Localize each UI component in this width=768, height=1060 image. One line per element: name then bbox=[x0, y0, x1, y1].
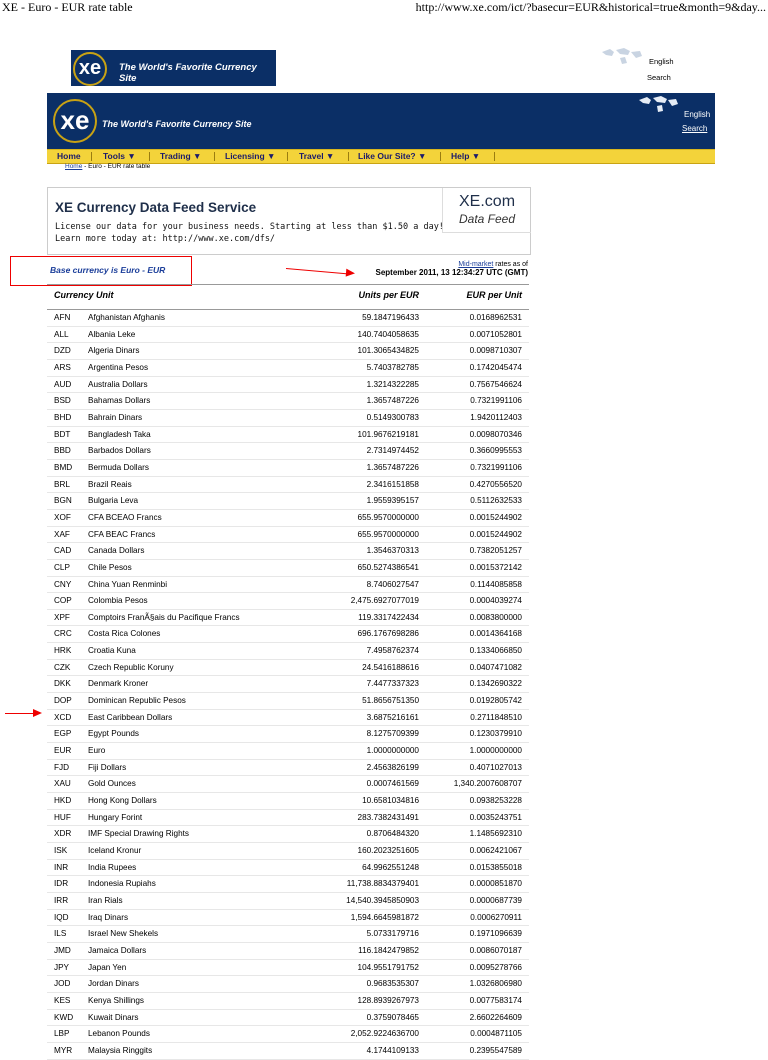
currency-name: Kenya Shillings bbox=[88, 995, 144, 1005]
table-row bbox=[47, 493, 529, 510]
table-row bbox=[47, 460, 529, 477]
eur-per-unit: 0.0015244902 bbox=[469, 512, 522, 522]
units-per-eur: 5.0733179716 bbox=[366, 929, 419, 939]
currency-code: IDR bbox=[54, 879, 69, 889]
currency-code: XDR bbox=[54, 829, 72, 839]
units-per-eur: 650.5274386541 bbox=[357, 562, 419, 572]
units-per-eur: 51.8656751350 bbox=[362, 696, 419, 706]
eur-per-unit: 0.0407471082 bbox=[469, 662, 522, 672]
data-feed-logo bbox=[442, 188, 531, 233]
eur-per-unit: 0.2711848510 bbox=[470, 712, 522, 722]
promo-title: XE Currency Data Feed Service bbox=[55, 200, 257, 215]
world-map-icon bbox=[637, 95, 679, 113]
eur-per-unit: 0.0071052801 bbox=[469, 329, 522, 339]
base-currency-label: Base currency is Euro - EUR bbox=[50, 265, 166, 275]
currency-name: CFA BCEAO Francs bbox=[88, 512, 162, 522]
currency-name: Lebanon Pounds bbox=[88, 1029, 150, 1039]
table-row bbox=[47, 410, 529, 427]
currency-code: AFN bbox=[54, 313, 71, 322]
currency-code: DKK bbox=[54, 679, 71, 689]
eur-per-unit: 0.1334066850 bbox=[469, 646, 522, 656]
table-row bbox=[47, 910, 529, 927]
currency-code: KES bbox=[54, 995, 71, 1005]
header-units-per-eur: Units per EUR bbox=[358, 290, 419, 300]
eur-per-unit: 1.0000000000 bbox=[469, 746, 522, 756]
currency-code: XOF bbox=[54, 512, 71, 522]
xe-logo-tagline: The World's Favorite Currency Site bbox=[119, 62, 257, 84]
header-currency-unit: Currency Unit bbox=[54, 290, 114, 300]
currency-code: ARS bbox=[54, 362, 71, 372]
eur-per-unit: 0.7321991106 bbox=[470, 396, 522, 406]
currency-name: Hungary Forint bbox=[88, 812, 143, 822]
table-row bbox=[47, 626, 529, 643]
currency-name: Jordan Dinars bbox=[88, 979, 139, 989]
nav-tools[interactable]: Tools ▼ bbox=[103, 151, 136, 161]
currency-name: Bahamas Dollars bbox=[88, 396, 151, 406]
units-per-eur: 128.8939267973 bbox=[357, 995, 419, 1005]
currency-code: XPF bbox=[54, 612, 70, 622]
table-row bbox=[47, 310, 529, 327]
rates-timestamp bbox=[375, 261, 528, 277]
eur-per-unit: 0.4071027013 bbox=[469, 762, 522, 772]
currency-name: Malaysia Ringgits bbox=[88, 1045, 153, 1055]
units-per-eur: 5.7403782785 bbox=[366, 362, 419, 372]
table-row bbox=[47, 810, 529, 827]
world-map-icon bbox=[600, 46, 644, 66]
units-per-eur: 0.3759078465 bbox=[366, 1012, 419, 1022]
print-url: http://www.xe.com/ict/?basecur=EUR&historical=true&month=9&day... bbox=[415, 0, 766, 14]
units-per-eur: 7.4958762374 bbox=[366, 646, 419, 656]
nav-trading[interactable]: Trading ▼ bbox=[160, 151, 202, 161]
table-row bbox=[47, 960, 529, 977]
nav-like-our-site[interactable]: Like Our Site? ▼ bbox=[358, 151, 427, 161]
print-title: XE - Euro - EUR rate table bbox=[2, 0, 133, 14]
currency-name: Argentina Pesos bbox=[88, 362, 149, 372]
eur-per-unit: 0.7382051257 bbox=[469, 546, 522, 556]
currency-name: Comptoirs FranÃ§ais du Pacifique Francs bbox=[88, 612, 240, 622]
currency-code: ILS bbox=[54, 929, 67, 939]
units-per-eur: 696.1767698286 bbox=[357, 629, 419, 639]
data-feed-promo[interactable] bbox=[47, 187, 531, 255]
currency-name: Barbados Dollars bbox=[88, 446, 151, 456]
currency-code: IQD bbox=[54, 912, 69, 922]
currency-name: Bahrain Dinars bbox=[88, 412, 143, 422]
header-eur-per-unit: EUR per Unit bbox=[466, 290, 522, 300]
currency-name: Czech Republic Koruny bbox=[88, 662, 174, 672]
currency-code: EUR bbox=[54, 746, 72, 756]
units-per-eur: 8.7406027547 bbox=[366, 579, 419, 589]
currency-name: Gold Ounces bbox=[88, 779, 136, 789]
units-per-eur: 1.3657487226 bbox=[366, 462, 419, 472]
currency-code: HUF bbox=[54, 812, 71, 822]
banner-language-link[interactable]: English bbox=[684, 110, 711, 119]
units-per-eur: 140.7404058635 bbox=[357, 329, 419, 339]
currency-code: CAD bbox=[54, 546, 72, 556]
currency-code: MYR bbox=[54, 1045, 73, 1055]
currency-name: Bangladesh Taka bbox=[88, 429, 151, 439]
units-per-eur: 0.0007461569 bbox=[366, 779, 419, 789]
units-per-eur: 655.9570000000 bbox=[357, 529, 419, 539]
table-row bbox=[47, 710, 529, 727]
banner-tagline: The World's Favorite Currency Site bbox=[102, 119, 252, 129]
promo-text-line-1: License our data for your business needs. Starting at less than $1.50 a day! bbox=[55, 222, 444, 232]
currency-name: Brazil Reais bbox=[88, 479, 132, 489]
units-per-eur: 1.3657487226 bbox=[366, 396, 419, 406]
eur-per-unit: 0.1342690322 bbox=[469, 679, 522, 689]
currency-name: Bulgaria Leva bbox=[88, 496, 139, 506]
table-row bbox=[47, 893, 529, 910]
eur-per-unit: 1.0326806980 bbox=[469, 979, 522, 989]
currency-name: Kuwait Dinars bbox=[88, 1012, 139, 1022]
currency-name: Croatia Kuna bbox=[88, 646, 136, 656]
nav-divider bbox=[214, 152, 215, 161]
nav-divider bbox=[494, 152, 495, 161]
currency-code: CLP bbox=[54, 562, 70, 572]
site-banner bbox=[47, 93, 715, 149]
units-per-eur: 1,594.6645981872 bbox=[350, 912, 419, 922]
eur-per-unit: 0.0014364168 bbox=[469, 629, 522, 639]
language-link[interactable]: English bbox=[649, 57, 674, 66]
eur-per-unit: 1.1485692310 bbox=[469, 829, 522, 839]
nav-divider bbox=[440, 152, 441, 161]
currency-name: Dominican Republic Pesos bbox=[88, 696, 186, 706]
table-row bbox=[47, 976, 529, 993]
currency-code: CZK bbox=[54, 662, 71, 672]
eur-per-unit: 0.2395547589 bbox=[469, 1045, 522, 1055]
eur-per-unit: 0.0000687739 bbox=[469, 895, 522, 905]
search-link[interactable]: Search bbox=[647, 73, 671, 82]
table-row bbox=[47, 477, 529, 494]
nav-licensing[interactable]: Licensing ▼ bbox=[225, 151, 276, 161]
breadcrumb-current: - Euro - EUR rate table bbox=[82, 163, 151, 170]
table-row bbox=[47, 643, 529, 660]
table-row bbox=[47, 443, 529, 460]
currency-code: BGN bbox=[54, 496, 72, 506]
units-per-eur: 24.5416188616 bbox=[362, 662, 419, 672]
eur-per-unit: 0.3660995553 bbox=[469, 446, 522, 456]
units-per-eur: 3.6875216161 bbox=[366, 712, 419, 722]
units-per-eur: 104.9551791752 bbox=[357, 962, 419, 972]
eur-per-unit: 0.0086070187 bbox=[469, 945, 522, 955]
currency-name: Australia Dollars bbox=[88, 379, 148, 389]
units-per-eur: 283.7382431491 bbox=[357, 812, 419, 822]
currency-code: XAF bbox=[54, 529, 70, 539]
banner-search-link[interactable]: Search bbox=[682, 124, 708, 133]
units-per-eur: 2,052.9224636700 bbox=[350, 1029, 419, 1039]
breadcrumb-home-link[interactable]: Home bbox=[65, 163, 83, 170]
table-row bbox=[47, 926, 529, 943]
eur-per-unit: 0.0077583174 bbox=[469, 995, 522, 1005]
eur-per-unit: 2.6602264609 bbox=[469, 1012, 522, 1022]
currency-code: BHD bbox=[54, 412, 72, 422]
currency-name: Hong Kong Dollars bbox=[88, 796, 157, 806]
units-per-eur: 10.6581034816 bbox=[362, 796, 419, 806]
units-per-eur: 4.1744109133 bbox=[366, 1045, 419, 1055]
table-row bbox=[47, 943, 529, 960]
nav-home[interactable]: Home bbox=[57, 151, 81, 161]
currency-name: Afghanistan Afghanis bbox=[88, 313, 165, 322]
eur-per-unit: 0.1971096639 bbox=[469, 929, 522, 939]
currency-name: Iran Rials bbox=[88, 895, 123, 905]
eur-per-unit: 0.0095278766 bbox=[469, 962, 522, 972]
currency-code: BDT bbox=[54, 429, 71, 439]
currency-code: IRR bbox=[54, 895, 69, 905]
units-per-eur: 2.7314974452 bbox=[366, 446, 419, 456]
xe-banner-logo[interactable]: xe bbox=[53, 99, 97, 143]
currency-name: East Caribbean Dollars bbox=[88, 712, 173, 722]
currency-name: China Yuan Renminbi bbox=[88, 579, 168, 589]
table-row bbox=[47, 510, 529, 527]
table-row bbox=[47, 693, 529, 710]
eur-per-unit: 0.0035243751 bbox=[469, 812, 522, 822]
currency-code: LBP bbox=[54, 1029, 70, 1039]
units-per-eur: 0.8706484320 bbox=[366, 829, 419, 839]
main-nav bbox=[47, 149, 715, 164]
print-header bbox=[0, 0, 768, 16]
currency-name: Albania Leke bbox=[88, 329, 136, 339]
eur-per-unit: 0.0004871105 bbox=[470, 1029, 522, 1039]
table-row bbox=[47, 560, 529, 577]
table-row bbox=[47, 1043, 529, 1060]
eur-per-unit: 1,340.2007608707 bbox=[453, 779, 522, 789]
table-row bbox=[47, 760, 529, 777]
units-per-eur: 1.3546370313 bbox=[366, 546, 419, 556]
units-per-eur: 101.3065434825 bbox=[357, 346, 419, 356]
table-row bbox=[47, 427, 529, 444]
units-per-eur: 0.9683535307 bbox=[366, 979, 419, 989]
units-per-eur: 0.5149300783 bbox=[366, 412, 419, 422]
table-row bbox=[47, 843, 529, 860]
eur-per-unit: 0.0006270911 bbox=[470, 912, 522, 922]
units-per-eur: 11,738.8834379401 bbox=[346, 879, 419, 889]
currency-code: ISK bbox=[54, 846, 68, 855]
table-row bbox=[47, 993, 529, 1010]
eur-per-unit: 0.0062421067 bbox=[469, 846, 522, 855]
eur-per-unit: 0.1144085858 bbox=[470, 579, 522, 589]
xe-logo[interactable] bbox=[71, 50, 276, 86]
currency-name: Indonesia Rupiahs bbox=[88, 879, 156, 889]
table-row bbox=[47, 660, 529, 677]
units-per-eur: 14,540.3945850903 bbox=[346, 895, 419, 905]
units-per-eur: 2.4563826199 bbox=[366, 762, 419, 772]
units-per-eur: 7.4477337323 bbox=[366, 679, 419, 689]
table-row bbox=[47, 793, 529, 810]
eur-per-unit: 0.4270556520 bbox=[469, 479, 522, 489]
currency-code: JPY bbox=[54, 962, 70, 972]
currency-name: Colombia Pesos bbox=[88, 596, 148, 606]
annotation-arrow-icon bbox=[33, 709, 42, 717]
rate-table bbox=[47, 284, 529, 1060]
currency-code: JOD bbox=[54, 979, 71, 989]
currency-code: BRL bbox=[54, 479, 70, 489]
eur-per-unit: 0.0000851870 bbox=[469, 879, 522, 889]
units-per-eur: 2.3416151858 bbox=[366, 479, 419, 489]
units-per-eur: 1.0000000000 bbox=[366, 746, 419, 756]
currency-code: BMD bbox=[54, 462, 73, 472]
eur-per-unit: 0.7567546624 bbox=[469, 379, 522, 389]
currency-code: BBD bbox=[54, 446, 71, 456]
table-row bbox=[47, 726, 529, 743]
units-per-eur: 2,475.6927077019 bbox=[350, 596, 419, 606]
units-per-eur: 1.9559395157 bbox=[366, 496, 419, 506]
table-row bbox=[47, 743, 529, 760]
units-per-eur: 101.9676219181 bbox=[357, 429, 419, 439]
eur-per-unit: 0.0098070346 bbox=[469, 429, 522, 439]
eur-per-unit: 0.0098710307 bbox=[469, 346, 522, 356]
eur-per-unit: 0.0153855018 bbox=[469, 862, 522, 872]
currency-code: DOP bbox=[54, 696, 72, 706]
currency-name: Jamaica Dollars bbox=[88, 945, 147, 955]
currency-code: KWD bbox=[54, 1012, 74, 1022]
currency-code: XCD bbox=[54, 712, 72, 722]
eur-per-unit: 0.0083800000 bbox=[469, 612, 522, 622]
currency-code: CRC bbox=[54, 629, 72, 639]
eur-per-unit: 0.0004039274 bbox=[469, 596, 522, 606]
currency-code: ALL bbox=[54, 329, 69, 339]
table-row bbox=[47, 876, 529, 893]
currency-code: XAU bbox=[54, 779, 71, 789]
currency-name: Chile Pesos bbox=[88, 562, 132, 572]
currency-name: Costa Rica Colones bbox=[88, 629, 161, 639]
table-row bbox=[47, 1026, 529, 1043]
units-per-eur: 116.1842479852 bbox=[358, 945, 419, 955]
table-row bbox=[47, 543, 529, 560]
currency-name: Fiji Dollars bbox=[88, 762, 127, 772]
annotation-arrow-icon bbox=[346, 269, 356, 278]
units-per-eur: 655.9570000000 bbox=[357, 512, 419, 522]
rate-table-header bbox=[47, 284, 529, 310]
currency-name: Denmark Kroner bbox=[88, 679, 149, 689]
currency-code: HRK bbox=[54, 646, 72, 656]
currency-name: CFA BEAC Francs bbox=[88, 529, 156, 539]
breadcrumb bbox=[65, 163, 150, 170]
eur-per-unit: 0.1742045474 bbox=[469, 362, 522, 372]
units-per-eur: 59.1847196433 bbox=[362, 313, 419, 322]
eur-per-unit: 0.0192805742 bbox=[469, 696, 522, 706]
data-feed-subtitle: Data Feed bbox=[459, 212, 516, 226]
nav-travel[interactable]: Travel ▼ bbox=[299, 151, 335, 161]
table-row bbox=[47, 860, 529, 877]
eur-per-unit: 1.9420112403 bbox=[470, 412, 522, 422]
table-row bbox=[47, 360, 529, 377]
rates-date: September 2011, 13 12:34:27 UTC (GMT) bbox=[375, 268, 528, 277]
eur-per-unit: 0.0015244902 bbox=[469, 529, 522, 539]
units-per-eur: 8.1275709399 bbox=[366, 729, 419, 739]
mid-market-link[interactable]: Mid-market bbox=[458, 261, 494, 268]
nav-divider bbox=[287, 152, 288, 161]
eur-per-unit: 0.0015372142 bbox=[469, 562, 522, 572]
currency-name: Algeria Dinars bbox=[88, 346, 140, 356]
rate-table-body bbox=[47, 310, 529, 1060]
nav-divider bbox=[149, 152, 150, 161]
eur-per-unit: 0.0168962531 bbox=[469, 313, 522, 322]
currency-code: BSD bbox=[54, 396, 71, 406]
units-per-eur: 160.2023251605 bbox=[357, 846, 419, 855]
currency-name: Iceland Kronur bbox=[88, 846, 142, 855]
nav-divider bbox=[348, 152, 349, 161]
units-per-eur: 119.3317422434 bbox=[358, 612, 419, 622]
currency-name: Iraq Dinars bbox=[88, 912, 129, 922]
table-row bbox=[47, 676, 529, 693]
currency-code: AUD bbox=[54, 379, 72, 389]
table-row bbox=[47, 527, 529, 544]
table-row bbox=[47, 577, 529, 594]
annotation-arrow-line bbox=[5, 713, 35, 714]
promo-text-line-2: Learn more today at: http://www.xe.com/dfs/ bbox=[55, 234, 276, 244]
currency-code: JMD bbox=[54, 945, 71, 955]
table-row bbox=[47, 593, 529, 610]
table-row bbox=[47, 377, 529, 394]
eur-per-unit: 0.7321991106 bbox=[470, 462, 522, 472]
currency-name: Bermuda Dollars bbox=[88, 462, 149, 472]
currency-code: EGP bbox=[54, 729, 72, 739]
currency-name: Canada Dollars bbox=[88, 546, 145, 556]
table-row bbox=[47, 776, 529, 793]
nav-divider bbox=[91, 152, 92, 161]
eur-per-unit: 0.5112632533 bbox=[470, 496, 522, 506]
eur-per-unit: 0.0938253228 bbox=[469, 796, 522, 806]
currency-code: HKD bbox=[54, 796, 72, 806]
currency-name: India Rupees bbox=[88, 862, 137, 872]
data-feed-brand: XE.com bbox=[459, 193, 516, 210]
eur-per-unit: 0.1230379910 bbox=[469, 729, 522, 739]
rates-as-of-text: rates as of bbox=[493, 261, 528, 268]
currency-code: DZD bbox=[54, 346, 71, 356]
nav-help[interactable]: Help ▼ bbox=[451, 151, 481, 161]
currency-name: Israel New Shekels bbox=[88, 929, 159, 939]
table-row bbox=[47, 826, 529, 843]
table-row bbox=[47, 393, 529, 410]
table-row bbox=[47, 327, 529, 344]
currency-code: FJD bbox=[54, 762, 70, 772]
currency-code: CNY bbox=[54, 579, 72, 589]
currency-code: INR bbox=[54, 862, 69, 872]
currency-name: IMF Special Drawing Rights bbox=[88, 829, 190, 839]
currency-name: Euro bbox=[88, 746, 106, 756]
units-per-eur: 64.9962551248 bbox=[362, 862, 419, 872]
annotation-arrow-line bbox=[286, 268, 348, 274]
units-per-eur: 1.3214322285 bbox=[366, 379, 419, 389]
currency-name: Japan Yen bbox=[88, 962, 127, 972]
currency-name: Egypt Pounds bbox=[88, 729, 139, 739]
table-row bbox=[47, 610, 529, 627]
currency-code: COP bbox=[54, 596, 72, 606]
table-row bbox=[47, 343, 529, 360]
xe-logo-mark: xe bbox=[73, 52, 107, 86]
